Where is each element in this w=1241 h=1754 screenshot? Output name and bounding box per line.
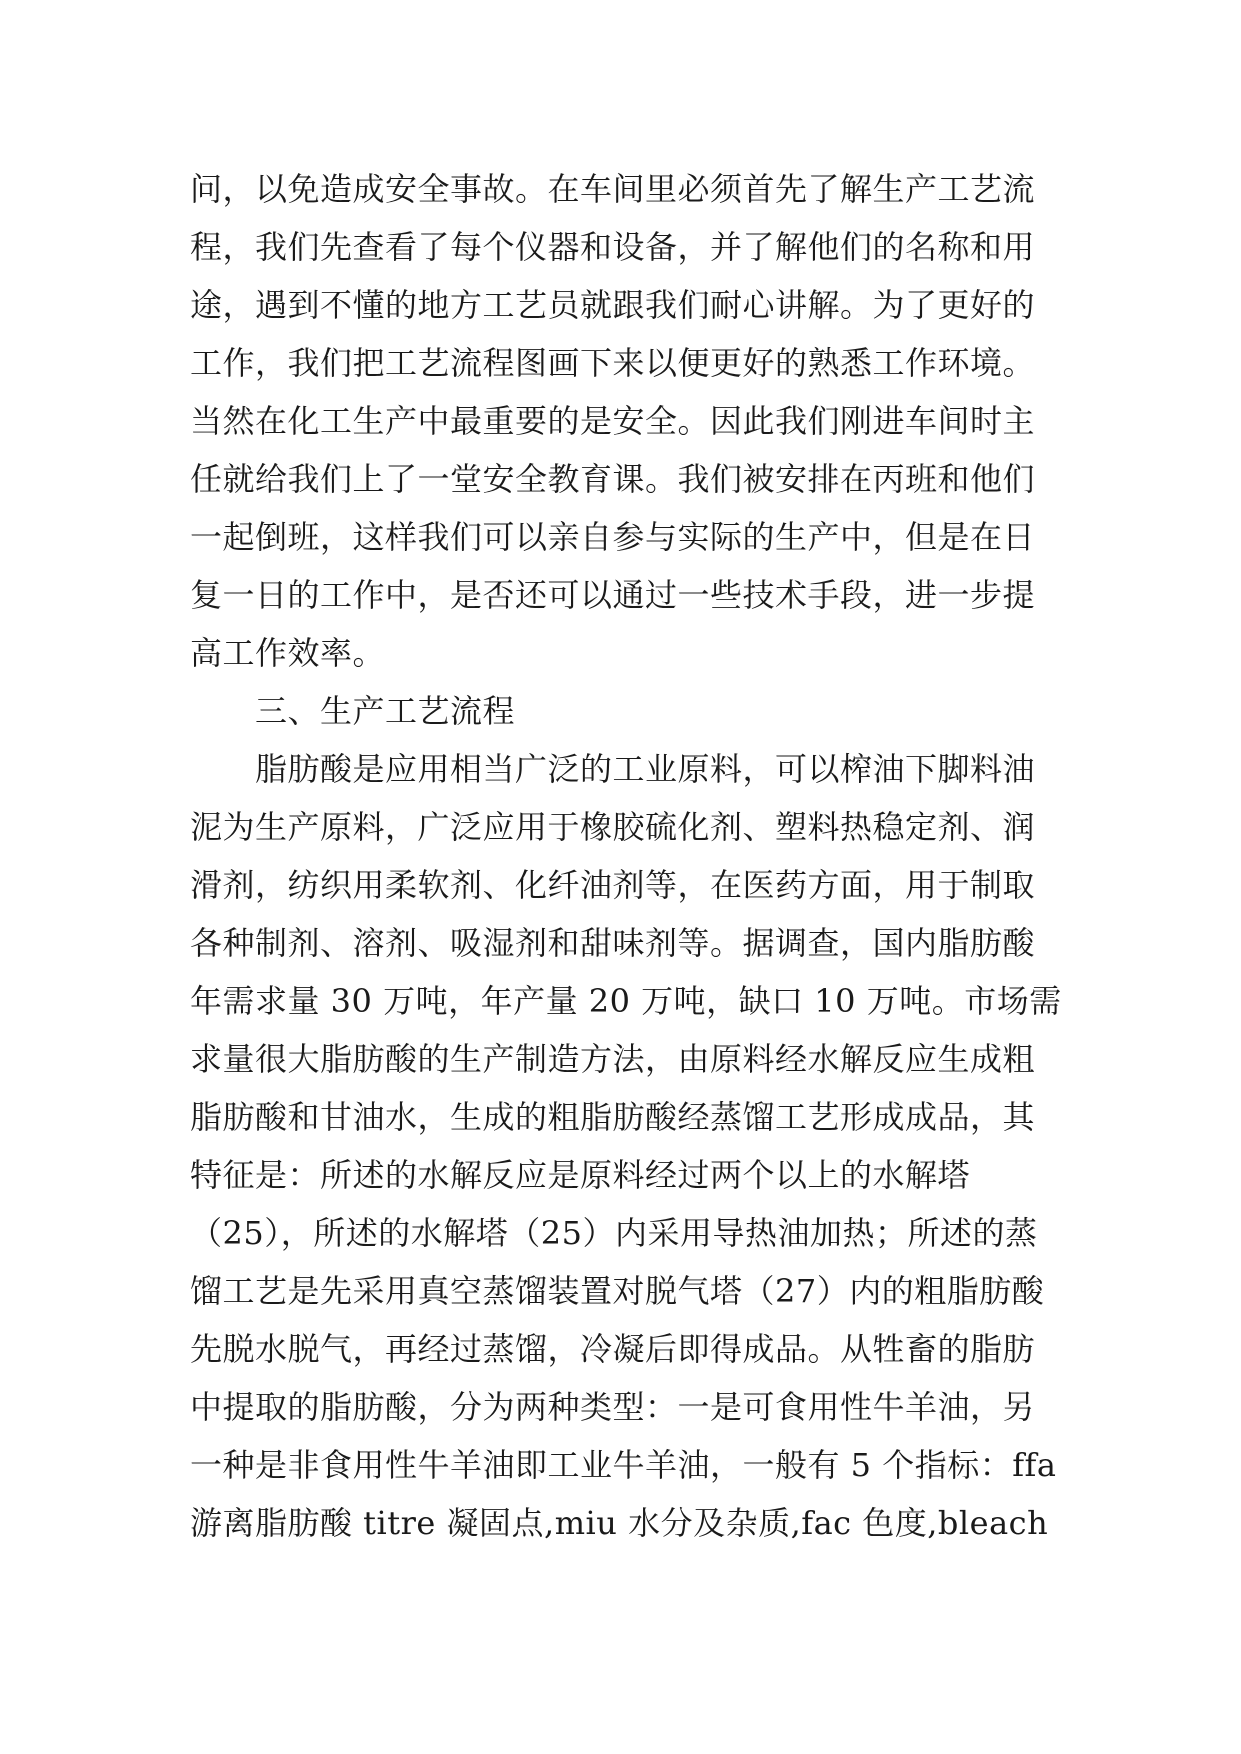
text-line: 一起倒班，这样我们可以亲自参与实际的生产中，但是在日 [190, 518, 1036, 556]
text-line: 一种是非食用性牛羊油即工业牛羊油，一般有 5 个指标：ffa [190, 1446, 1057, 1484]
section-heading: 三、生产工艺流程 [190, 692, 516, 730]
text-line: 游离脂肪酸 titre 凝固点,miu 水分及杂质,fac 色度,bleach [190, 1504, 1049, 1542]
text-line: 年需求量 30 万吨，年产量 20 万吨，缺口 10 万吨。市场需 [190, 982, 1062, 1020]
text-line: （25），所述的水解塔（25）内采用导热油加热；所述的蒸 [190, 1214, 1038, 1252]
text-line: 各种制剂、溶剂、吸湿剂和甜味剂等。据调查，国内脂肪酸 [190, 924, 1036, 962]
text-line: 高工作效率。 [190, 634, 386, 672]
text-line: 途，遇到不懂的地方工艺员就跟我们耐心讲解。为了更好的 [190, 286, 1036, 324]
text-line: 馏工艺是先采用真空蒸馏装置对脱气塔（27）内的粗脂肪酸 [190, 1272, 1045, 1310]
text-line: 问，以免造成安全事故。在车间里必须首先了解生产工艺流 [190, 170, 1036, 208]
text-line: 先脱水脱气，再经过蒸馏，冷凝后即得成品。从牲畜的脂肪 [190, 1330, 1036, 1368]
text-line: 滑剂，纺织用柔软剂、化纤油剂等，在医药方面，用于制取 [190, 866, 1036, 904]
body-text [190, 160, 1070, 1552]
text-line: 求量很大脂肪酸的生产制造方法，由原料经水解反应生成粗 [190, 1040, 1036, 1078]
text-line: 中提取的脂肪酸，分为两种类型：一是可食用性牛羊油，另 [190, 1388, 1036, 1426]
text-line: 工作，我们把工艺流程图画下来以便更好的熟悉工作环境。 [190, 344, 1036, 382]
text-line: 脂肪酸是应用相当广泛的工业原料，可以榨油下脚料油 [190, 750, 1036, 788]
text-line: 特征是：所述的水解反应是原料经过两个以上的水解塔 [190, 1156, 971, 1194]
text-line: 当然在化工生产中最重要的是安全。因此我们刚进车间时主 [190, 402, 1036, 440]
text-line: 泥为生产原料，广泛应用于橡胶硫化剂、塑料热稳定剂、润 [190, 808, 1036, 846]
text-line: 复一日的工作中，是否还可以通过一些技术手段，进一步提 [190, 576, 1036, 614]
text-line: 程，我们先查看了每个仪器和设备，并了解他们的名称和用 [190, 228, 1036, 266]
text-line: 任就给我们上了一堂安全教育课。我们被安排在丙班和他们 [190, 460, 1036, 498]
text-line: 脂肪酸和甘油水，生成的粗脂肪酸经蒸馏工艺形成成品，其 [190, 1098, 1036, 1136]
